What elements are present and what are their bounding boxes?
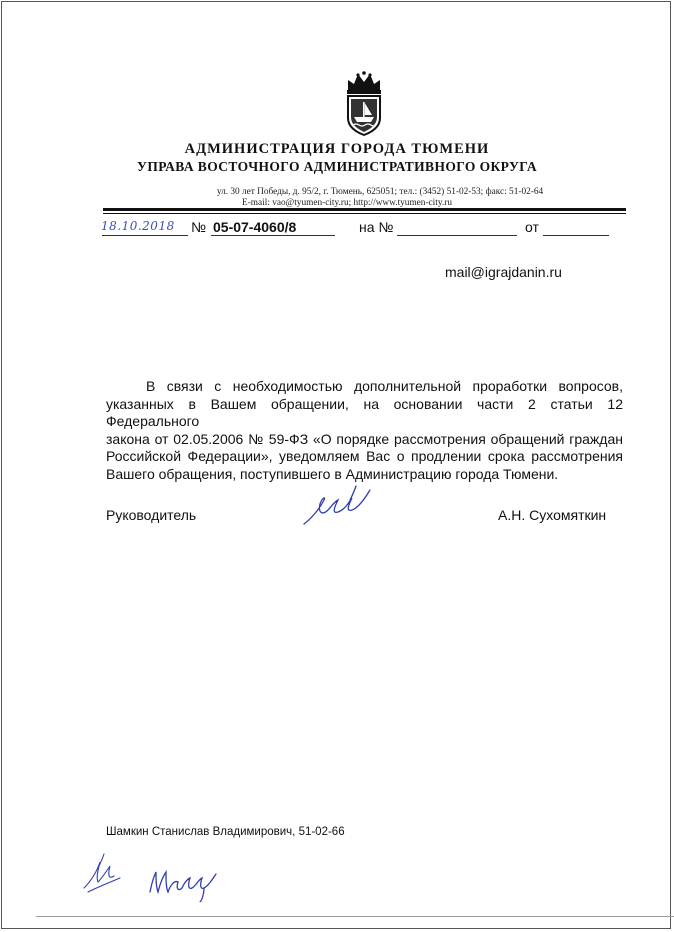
handwritten-initials-icon <box>80 848 128 896</box>
header-rule-thick <box>103 208 626 211</box>
in-reply-underline <box>397 235 517 236</box>
letter-body <box>106 378 623 484</box>
number-label: № <box>191 219 207 235</box>
executor-contact: Шамкин Станислав Владимирович, 51-02-66 <box>106 826 345 838</box>
body-line: закона от 02.05.2006 № 59-ФЗ «О порядке рассмотрения обращений граждан <box>106 430 623 447</box>
signatory-role: Руководитель <box>106 507 197 523</box>
header-rule-thin <box>103 213 626 214</box>
signatory-name: А.Н. Сухомяткин <box>498 507 607 523</box>
body-line: В связи с необходимостью дополнительной проработки вопросов, <box>146 378 623 394</box>
address-line: ул. 30 лет Победы, д. 95/2, г. Тюмень, 625051; тел.: (3452) 51-02-53; факс: 51-02-64 <box>216 187 544 197</box>
recipient-email: mail@igrajdanin.ru <box>445 264 562 280</box>
handwritten-signature-icon <box>298 480 378 530</box>
body-line: Российской Федерации», уведомляем Вас о продлении срока рассмотрения <box>106 448 623 465</box>
handwritten-note-icon <box>146 858 230 902</box>
contact-line: E-mail: vao@tyumen-city.ru; http://www.tyumen-city.ru <box>242 198 452 208</box>
handwritten-date: 18.10.2018 <box>101 219 175 233</box>
date-underline <box>102 235 188 236</box>
org-title: АДМИНИСТРАЦИЯ ГОРОДА ТЮМЕНИ <box>184 141 490 157</box>
org-subtitle: УПРАВА ВОСТОЧНОГО АДМИНИСТРАТИВНОГО ОКРУГА <box>137 159 537 174</box>
outgoing-number: 05-07-4060/8 <box>213 219 297 235</box>
from-date-underline <box>543 235 609 236</box>
number-underline <box>211 235 335 236</box>
in-reply-label: на № <box>359 219 394 235</box>
scan-edge <box>36 916 674 917</box>
body-line: Вашего обращения, поступившего в Администрацию города Тюмени. <box>106 465 559 482</box>
from-date-label: от <box>525 219 539 235</box>
body-line: указанных в Вашем обращении, на основании части 2 статьи 12 Федерального <box>106 395 623 430</box>
city-emblem-icon <box>342 70 386 136</box>
